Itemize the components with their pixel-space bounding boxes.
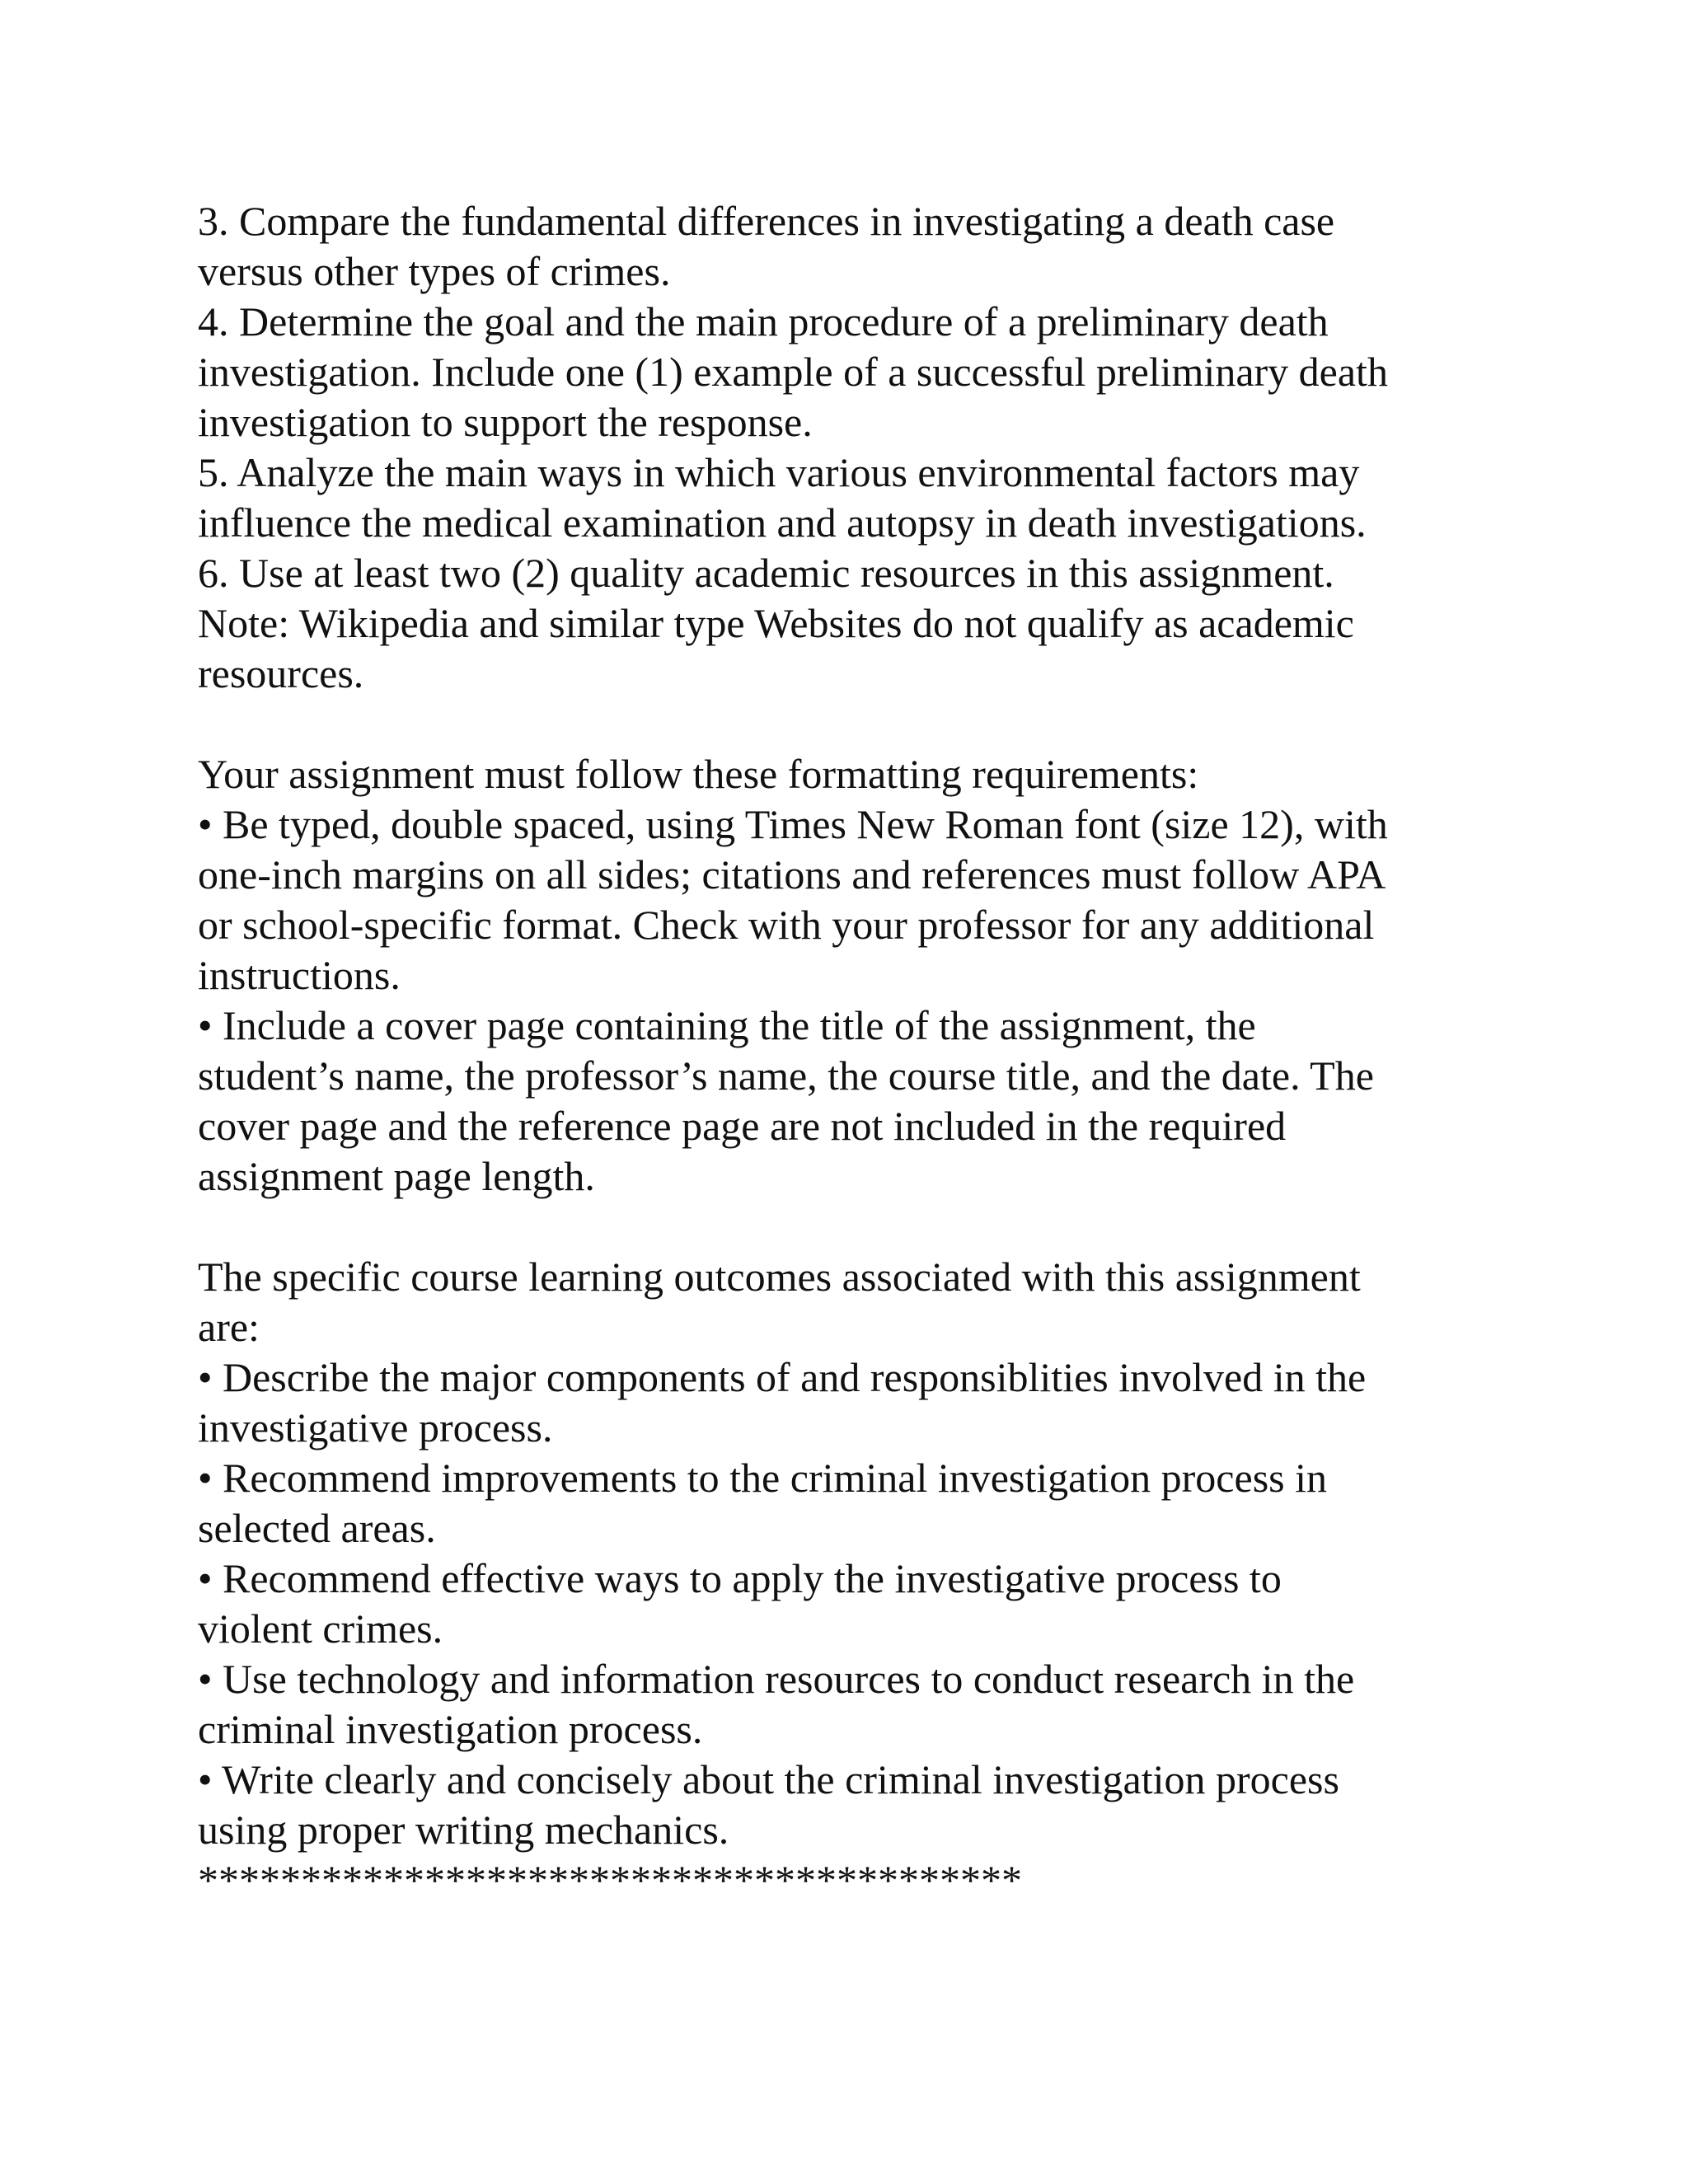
paragraph-gap bbox=[198, 1202, 1500, 1252]
text-line: investigation to support the response. bbox=[198, 399, 813, 445]
numbered-list bbox=[198, 196, 1500, 699]
list-item-3 bbox=[198, 196, 1500, 297]
bullet-item bbox=[198, 799, 1500, 1001]
list-item-4 bbox=[198, 297, 1500, 448]
text-line: • Be typed, double spaced, using Times New Roman font (size 12), with bbox=[198, 801, 1388, 847]
text-line: investigative process. bbox=[198, 1404, 553, 1451]
text-line: • Include a cover page containing the title of the assignment, the bbox=[198, 1002, 1256, 1048]
bullet-item bbox=[198, 1453, 1500, 1554]
text-line: cover page and the reference page are not included in the required bbox=[198, 1103, 1287, 1149]
text-line: student’s name, the professor’s name, the course title, and the date. The bbox=[198, 1052, 1374, 1099]
text-line: or school-specific format. Check with your professor for any additional bbox=[198, 902, 1375, 948]
text-line: 6. Use at least two (2) quality academic resources in this assignment. bbox=[198, 550, 1334, 596]
asterisk-separator: **************************************** bbox=[198, 1857, 1022, 1903]
text-line: selected areas. bbox=[198, 1505, 436, 1551]
text-line: resources. bbox=[198, 650, 364, 696]
list-item-6 bbox=[198, 548, 1500, 699]
text-line: criminal investigation process. bbox=[198, 1706, 703, 1752]
text-line: 4. Determine the goal and the main procedure of a preliminary death bbox=[198, 298, 1329, 344]
paragraph-gap bbox=[198, 699, 1500, 749]
section-heading: Your assignment must follow these formatting requirements: bbox=[198, 751, 1199, 797]
text-line: 5. Analyze the main ways in which various environmental factors may bbox=[198, 449, 1360, 495]
section-heading: are: bbox=[198, 1304, 260, 1350]
document-body bbox=[198, 196, 1500, 1905]
bullet-item bbox=[198, 1352, 1500, 1453]
text-line: influence the medical examination and autopsy in death investigations. bbox=[198, 499, 1367, 546]
section-heading: The specific course learning outcomes associated with this assignment bbox=[198, 1254, 1361, 1300]
text-line: • Write clearly and concisely about the criminal investigation process bbox=[198, 1756, 1339, 1802]
text-line: • Use technology and information resources to conduct research in the bbox=[198, 1656, 1355, 1702]
text-line: • Recommend improvements to the criminal investigation process in bbox=[198, 1455, 1327, 1501]
learning-outcomes bbox=[198, 1252, 1500, 1855]
formatting-requirements bbox=[198, 749, 1500, 1202]
bullet-item bbox=[198, 1755, 1500, 1855]
text-line: • Describe the major components of and responsiblities involved in the bbox=[198, 1354, 1367, 1400]
text-line: versus other types of crimes. bbox=[198, 248, 671, 294]
bullet-item bbox=[198, 1654, 1500, 1755]
text-line: investigation. Include one (1) example of a successful preliminary death bbox=[198, 349, 1388, 395]
text-line: one-inch margins on all sides; citations and references must follow APA bbox=[198, 851, 1386, 898]
text-line: using proper writing mechanics. bbox=[198, 1807, 729, 1853]
text-line: violent crimes. bbox=[198, 1605, 443, 1652]
text-line: Note: Wikipedia and similar type Websites do not qualify as academic bbox=[198, 600, 1354, 646]
text-line: • Recommend effective ways to apply the investigative process to bbox=[198, 1555, 1282, 1601]
text-line: assignment page length. bbox=[198, 1153, 595, 1199]
list-item-5 bbox=[198, 448, 1500, 548]
bullet-item bbox=[198, 1554, 1500, 1654]
text-line: 3. Compare the fundamental differences in investigating a death case bbox=[198, 198, 1335, 244]
text-line: instructions. bbox=[198, 952, 401, 998]
bullet-item bbox=[198, 1001, 1500, 1202]
